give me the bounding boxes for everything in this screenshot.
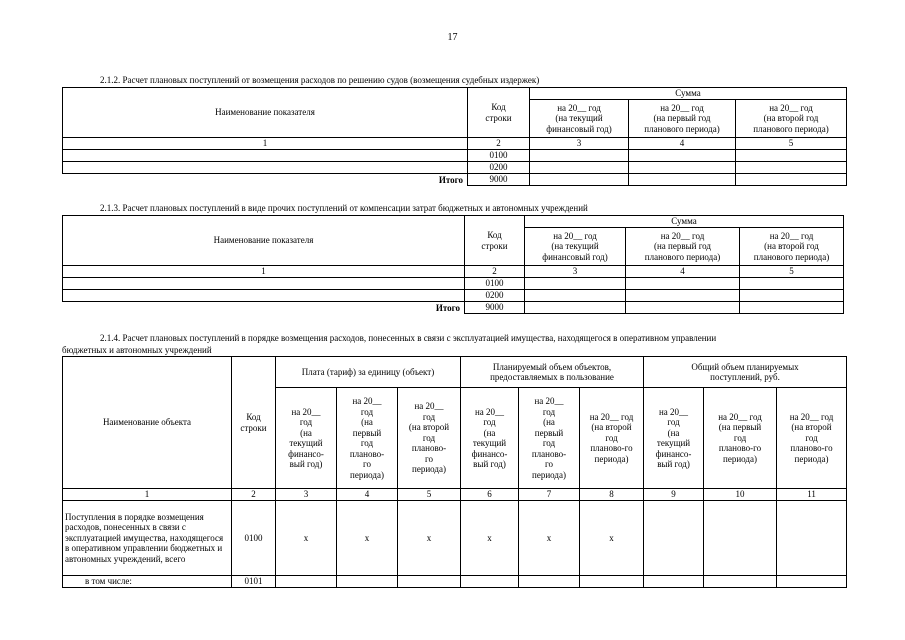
header-object-name: Наименование объекта xyxy=(63,357,232,489)
cell-value xyxy=(644,501,704,576)
cell-value: x xyxy=(580,501,644,576)
header-planned-volume: Планируемый объем объектов, предоставляемых в пользование xyxy=(461,357,644,388)
header-year-current: на 20__ год (на текущий финансовый год) xyxy=(530,100,629,138)
subheader: на 20__ год (на первый год планово- го периода) xyxy=(519,388,580,489)
col-num: 9 xyxy=(644,489,704,501)
table-row-total xyxy=(63,174,847,186)
section-caption-2-1-4-line2: бюджетных и автономных учреждений xyxy=(62,345,212,355)
header-sum: Сумма xyxy=(530,88,847,100)
row-code: 9000 xyxy=(465,302,525,314)
table-row xyxy=(63,576,847,588)
header-year-second: на 20__ год (на второй год планового периода) xyxy=(740,228,844,266)
col-num: 2 xyxy=(468,138,530,150)
row-code: 0200 xyxy=(465,290,525,302)
header-total-receipts: Общий объем планируемых поступлений, руб. xyxy=(644,357,847,388)
section-caption-2-1-3: 2.1.3. Расчет плановых поступлений в виде прочих поступлений от компенсации затрат бюджетных и автономных учреждений xyxy=(100,203,588,213)
table-row-total xyxy=(63,302,844,314)
cell-value: x xyxy=(276,501,337,576)
header-tariff: Плата (тариф) за единицу (объект) xyxy=(276,357,461,388)
header-year-first: на 20__ год (на первый год планового периода) xyxy=(626,228,740,266)
header-name: Наименование показателя xyxy=(63,216,465,266)
row-name xyxy=(63,162,468,174)
col-num: 1 xyxy=(63,138,468,150)
header-year-current: на 20__ год (на текущий финансовый год) xyxy=(525,228,626,266)
header-sum: Сумма xyxy=(525,216,844,228)
subheader: на 20__ год (на второй год планово-го периода) xyxy=(777,388,847,489)
col-num: 8 xyxy=(580,489,644,501)
row-code: 0101 xyxy=(232,576,276,588)
col-num: 1 xyxy=(63,266,465,278)
col-num: 6 xyxy=(461,489,519,501)
row-code: 0200 xyxy=(468,162,530,174)
header-code: Код строки xyxy=(232,357,276,489)
col-num: 4 xyxy=(626,266,740,278)
total-label: Итого xyxy=(63,302,465,314)
col-num: 7 xyxy=(519,489,580,501)
row-name xyxy=(63,290,465,302)
subheader: на 20__ год (на текущий финансо- вый год) xyxy=(461,388,519,489)
section-caption-2-1-4-line1: 2.1.4. Расчет плановых поступлений в порядке возмещения расходов, понесенных в связи с эксплуатацией имущества, находящегося в оперативном управлении xyxy=(100,333,717,343)
cell-value: x xyxy=(519,501,580,576)
subheader: на 20__ год (на первый год планово- го периода) xyxy=(337,388,398,489)
col-num: 3 xyxy=(530,138,629,150)
subheader: на 20__ год (на текущий финансо- вый год) xyxy=(644,388,704,489)
row-name xyxy=(63,278,465,290)
col-num: 4 xyxy=(337,489,398,501)
col-num: 3 xyxy=(525,266,626,278)
subheader: на 20__ год (на первый год планово-го периода) xyxy=(704,388,777,489)
row-code: 9000 xyxy=(468,174,530,186)
col-num: 10 xyxy=(704,489,777,501)
row-name: Поступления в порядке возмещения расходов, понесенных в связи с эксплуатацией имущества, находящегося в оперативном управлении бюджетных и автономных учреждений, всего xyxy=(63,501,232,576)
col-num: 3 xyxy=(276,489,337,501)
row-name xyxy=(63,150,468,162)
header-year-first: на 20__ год (на первый год планового периода) xyxy=(629,100,736,138)
subheader: на 20__ год (на второй год планово-го периода) xyxy=(580,388,644,489)
cell-value: x xyxy=(337,501,398,576)
row-code: 0100 xyxy=(468,150,530,162)
page-number: 17 xyxy=(447,32,458,43)
header-name: Наименование показателя xyxy=(63,88,468,138)
table-row xyxy=(63,501,847,576)
table-row xyxy=(63,162,847,174)
row-code: 0100 xyxy=(465,278,525,290)
table-row xyxy=(63,278,844,290)
subheader: на 20__ год (на второй год планово- го периода) xyxy=(398,388,461,489)
header-year-second: на 20__ год (на второй год планового периода) xyxy=(736,100,847,138)
cell-value xyxy=(777,501,847,576)
cell-value xyxy=(704,501,777,576)
col-num: 5 xyxy=(740,266,844,278)
row-code: 0100 xyxy=(232,501,276,576)
subheader: на 20__ год (на текущий финансо- вый год) xyxy=(276,388,337,489)
cell-value: x xyxy=(398,501,461,576)
section-caption-2-1-2: 2.1.2. Расчет плановых поступлений от возмещения расходов по решению судов (возмещения судебных издержек) xyxy=(100,75,540,85)
col-num: 4 xyxy=(629,138,736,150)
table-row xyxy=(63,150,847,162)
col-num: 2 xyxy=(232,489,276,501)
cell-value: x xyxy=(461,501,519,576)
col-num: 5 xyxy=(398,489,461,501)
header-code: Код строки xyxy=(468,88,530,138)
col-num: 2 xyxy=(465,266,525,278)
col-num: 1 xyxy=(63,489,232,501)
total-label: Итого xyxy=(63,174,468,186)
header-code: Код строки xyxy=(465,216,525,266)
table-row xyxy=(63,290,844,302)
table-2-1-3 xyxy=(62,215,844,314)
table-2-1-4 xyxy=(62,356,847,588)
table-2-1-2 xyxy=(62,87,847,186)
col-num: 11 xyxy=(777,489,847,501)
row-name: в том числе: xyxy=(63,576,232,588)
col-num: 5 xyxy=(736,138,847,150)
